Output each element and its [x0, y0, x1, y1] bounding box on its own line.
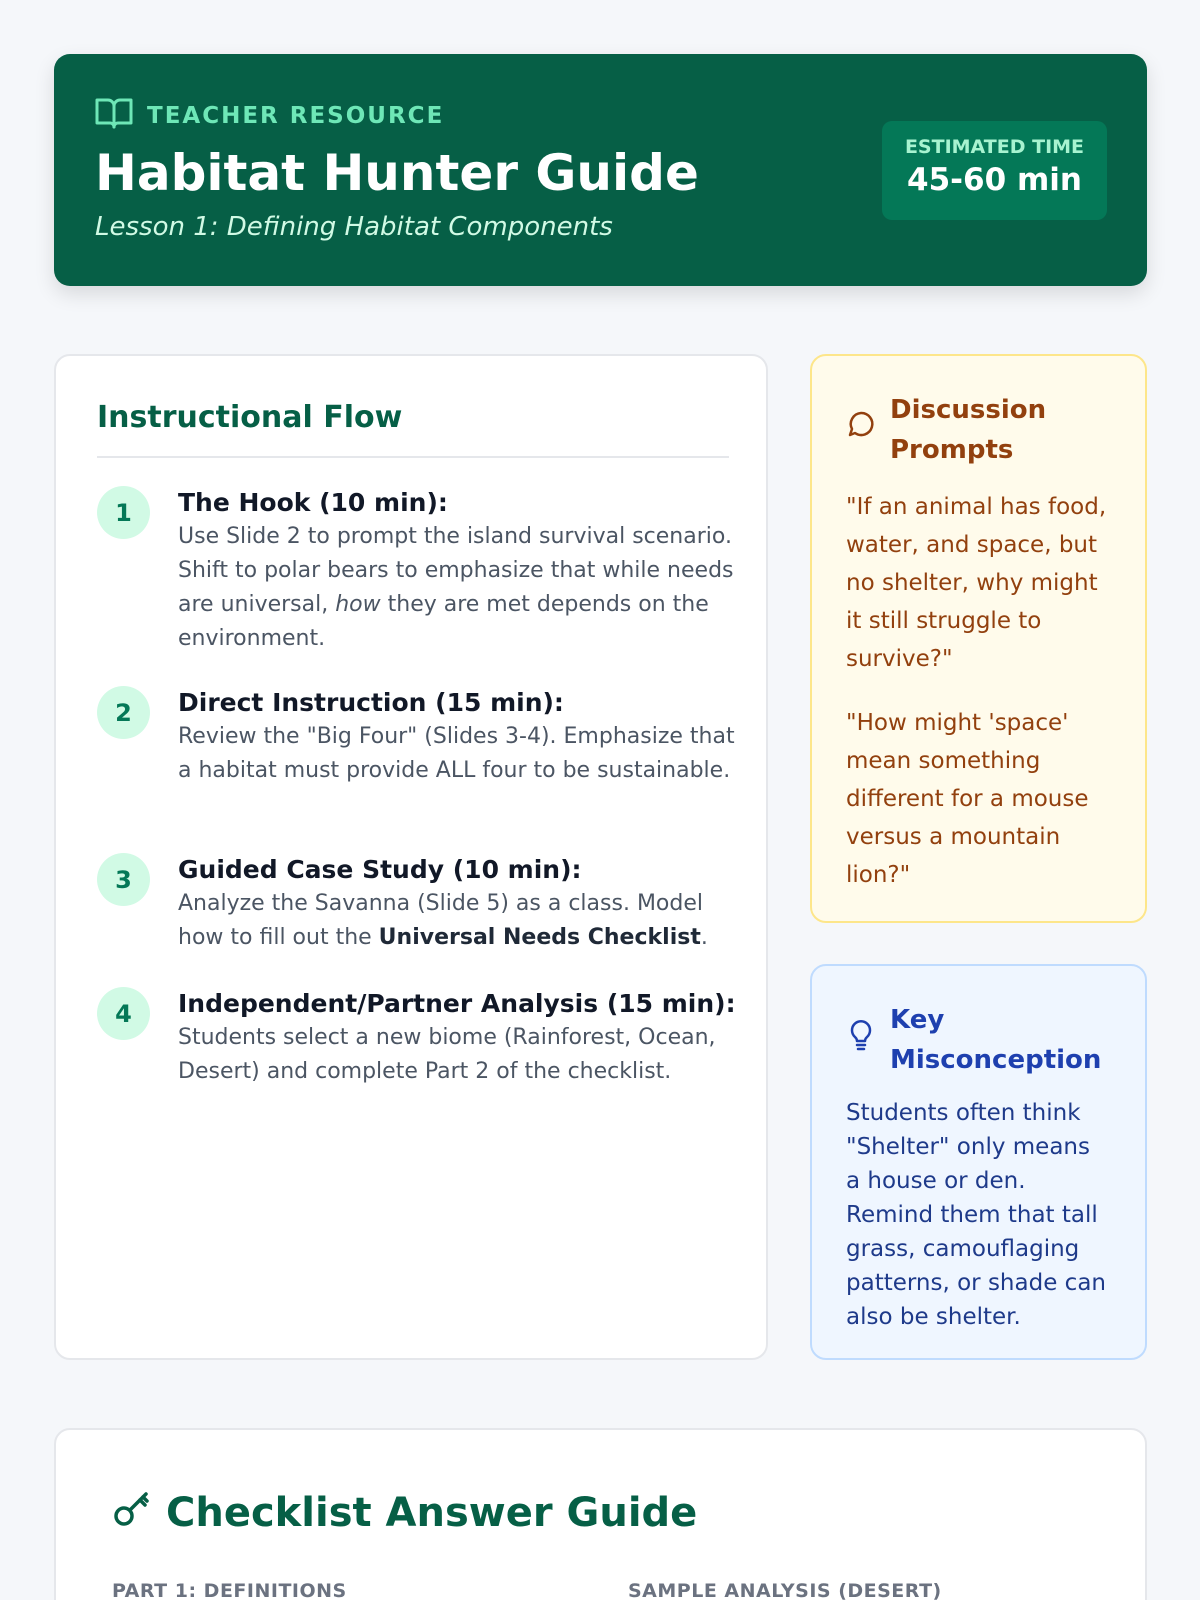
step-heading: Direct Instruction (15 min): [178, 688, 564, 717]
header-banner [54, 54, 1147, 286]
step-text: Review the "Big Four" (Slides 3-4). Emphasize that a habitat must provide ALL four to be sustainable. [178, 724, 735, 783]
checklist-answer-guide-card [54, 1428, 1147, 1600]
step-number: 4 [97, 987, 150, 1040]
sample-analysis-column-label: SAMPLE ANALYSIS (DESERT) [628, 1580, 942, 1600]
step-number: 2 [97, 686, 150, 739]
step-text: Students select a new biome (Rainforest, Ocean, Desert) and complete Part 2 of the checklist. [178, 1025, 716, 1084]
book-open-icon [95, 96, 133, 136]
speech-bubble-icon [846, 409, 876, 451]
step-text: Use Slide 2 to prompt the island survival scenario. Shift to polar bears to emphasize that while needs are universal, how they are met depends on the environment. [178, 524, 734, 651]
definitions-column-label: PART 1: DEFINITIONS [112, 1580, 347, 1600]
discussion-prompts-card [810, 354, 1147, 923]
discussion-prompt: "How might 'space' mean something different for a mouse versus a mountain lion?" [846, 710, 1089, 888]
key-misconception-text: Students often think "Shelter" only means a house or den. Remind them that tall grass, camouflaging patterns, or shade can also be shelter. [846, 1100, 1106, 1330]
step-heading: Independent/Partner Analysis (15 min): [178, 989, 736, 1018]
page-subtitle: Lesson 1: Defining Habitat Components [95, 212, 613, 242]
lightbulb-icon [846, 1017, 876, 1063]
discussion-prompt: "If an animal has food, water, and space, but no shelter, why might it still struggle to survive?" [846, 494, 1107, 672]
step-text: Analyze the Savanna (Slide 5) as a class. Model how to fill out the Universal Needs Checklist. [178, 891, 708, 950]
estimated-time-label: ESTIMATED TIME [904, 136, 1085, 158]
step-number: 3 [97, 853, 150, 906]
key-misconception-card [810, 964, 1147, 1360]
header-kicker [95, 96, 444, 136]
instructional-flow-title: Instructional Flow [97, 400, 403, 435]
step-heading: Guided Case Study (10 min): [178, 855, 582, 884]
step-number: 1 [97, 486, 150, 539]
checklist-answer-guide-heading [112, 1488, 697, 1538]
kicker-label: TEACHER RESOURCE [147, 103, 445, 129]
divider [97, 456, 729, 458]
discussion-prompts-heading [846, 390, 1111, 470]
page-title: Habitat Hunter Guide [95, 144, 699, 202]
key-misconception-heading [846, 1000, 1111, 1080]
key-icon [112, 1488, 152, 1538]
estimated-time-value: 45-60 min [907, 162, 1082, 198]
estimated-time-badge [882, 121, 1107, 220]
key-misconception-title: Key Misconception [890, 1005, 1102, 1075]
checklist-answer-guide-title: Checklist Answer Guide [166, 1490, 698, 1536]
instructional-flow-card [54, 354, 768, 1360]
discussion-prompts-title: Discussion Prompts [890, 395, 1047, 465]
step-heading: The Hook (10 min): [178, 488, 448, 517]
